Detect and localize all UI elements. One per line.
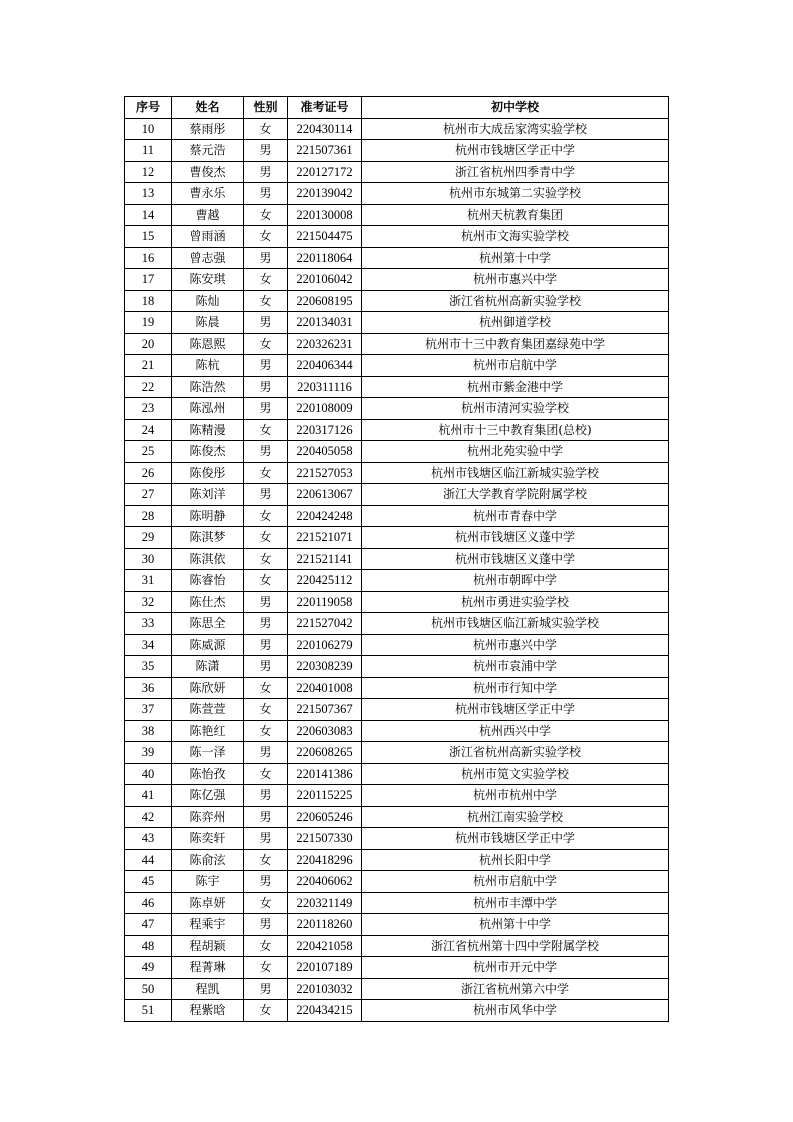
cell-gender: 女 — [244, 269, 288, 291]
cell-school: 杭州北苑实验中学 — [362, 441, 669, 463]
cell-exam-id: 220317126 — [288, 419, 362, 441]
cell-name: 程凯 — [172, 978, 244, 1000]
table-row — [125, 398, 669, 420]
cell-exam-id: 220405058 — [288, 441, 362, 463]
cell-exam-id: 220326231 — [288, 333, 362, 355]
cell-gender: 男 — [244, 656, 288, 678]
table-row — [125, 828, 669, 850]
cell-index: 16 — [125, 247, 172, 269]
cell-gender: 男 — [244, 806, 288, 828]
cell-name: 陈欣妍 — [172, 677, 244, 699]
cell-school: 杭州市十三中教育集团嘉绿苑中学 — [362, 333, 669, 355]
cell-gender: 男 — [244, 785, 288, 807]
cell-exam-id: 220130008 — [288, 204, 362, 226]
table-row — [125, 742, 669, 764]
table-row — [125, 720, 669, 742]
cell-exam-id: 221504475 — [288, 226, 362, 248]
cell-name: 曾雨涵 — [172, 226, 244, 248]
cell-index: 42 — [125, 806, 172, 828]
cell-name: 陈浩然 — [172, 376, 244, 398]
cell-gender: 女 — [244, 462, 288, 484]
cell-gender: 男 — [244, 140, 288, 162]
cell-school: 杭州市启航中学 — [362, 871, 669, 893]
cell-index: 50 — [125, 978, 172, 1000]
cell-name: 陈俊杰 — [172, 441, 244, 463]
cell-gender: 女 — [244, 548, 288, 570]
cell-gender: 女 — [244, 763, 288, 785]
cell-exam-id: 220107189 — [288, 957, 362, 979]
cell-exam-id: 221507361 — [288, 140, 362, 162]
cell-gender: 男 — [244, 312, 288, 334]
cell-index: 41 — [125, 785, 172, 807]
header-row — [125, 97, 669, 119]
cell-school: 杭州市东城第二实验学校 — [362, 183, 669, 205]
cell-index: 26 — [125, 462, 172, 484]
cell-gender: 女 — [244, 699, 288, 721]
cell-gender: 女 — [244, 527, 288, 549]
cell-exam-id: 220118064 — [288, 247, 362, 269]
cell-exam-id: 221527042 — [288, 613, 362, 635]
table-row — [125, 699, 669, 721]
cell-index: 23 — [125, 398, 172, 420]
cell-gender: 女 — [244, 505, 288, 527]
table-row — [125, 527, 669, 549]
header-exam-id: 准考证号 — [288, 97, 362, 119]
cell-index: 21 — [125, 355, 172, 377]
cell-school: 杭州第十中学 — [362, 247, 669, 269]
cell-school: 杭州市勇进实验学校 — [362, 591, 669, 613]
cell-index: 13 — [125, 183, 172, 205]
cell-school: 杭州市朝晖中学 — [362, 570, 669, 592]
cell-school: 杭州市大成岳家湾实验学校 — [362, 118, 669, 140]
cell-exam-id: 220106042 — [288, 269, 362, 291]
cell-school: 浙江省杭州四季青中学 — [362, 161, 669, 183]
cell-index: 51 — [125, 1000, 172, 1022]
header-gender: 性别 — [244, 97, 288, 119]
cell-name: 陈奕轩 — [172, 828, 244, 850]
table-row — [125, 871, 669, 893]
cell-school: 浙江省杭州第六中学 — [362, 978, 669, 1000]
cell-school: 杭州市惠兴中学 — [362, 634, 669, 656]
table-row — [125, 204, 669, 226]
table-row — [125, 914, 669, 936]
cell-school: 杭州市十三中教育集团(总校) — [362, 419, 669, 441]
table-row — [125, 161, 669, 183]
table-row — [125, 441, 669, 463]
cell-name: 陈明静 — [172, 505, 244, 527]
cell-index: 20 — [125, 333, 172, 355]
cell-school: 杭州市丰潭中学 — [362, 892, 669, 914]
cell-exam-id: 220406344 — [288, 355, 362, 377]
table-row — [125, 613, 669, 635]
cell-name: 陈杭 — [172, 355, 244, 377]
cell-index: 35 — [125, 656, 172, 678]
cell-index: 44 — [125, 849, 172, 871]
cell-school: 杭州市钱塘区临江新城实验学校 — [362, 462, 669, 484]
cell-school: 浙江省杭州高新实验学校 — [362, 742, 669, 764]
cell-exam-id: 220434215 — [288, 1000, 362, 1022]
table-row — [125, 505, 669, 527]
header-index: 序号 — [125, 97, 172, 119]
cell-school: 杭州御道学校 — [362, 312, 669, 334]
cell-name: 陈萱萱 — [172, 699, 244, 721]
cell-school: 杭州市钱塘区义蓬中学 — [362, 548, 669, 570]
cell-name: 陈恩熙 — [172, 333, 244, 355]
cell-index: 34 — [125, 634, 172, 656]
table-row — [125, 140, 669, 162]
cell-name: 陈安琪 — [172, 269, 244, 291]
cell-school: 浙江省杭州高新实验学校 — [362, 290, 669, 312]
cell-name: 陈卓妍 — [172, 892, 244, 914]
cell-index: 11 — [125, 140, 172, 162]
cell-name: 陈怡孜 — [172, 763, 244, 785]
cell-index: 25 — [125, 441, 172, 463]
cell-name: 陈思全 — [172, 613, 244, 635]
cell-index: 15 — [125, 226, 172, 248]
cell-gender: 女 — [244, 849, 288, 871]
table-row — [125, 763, 669, 785]
cell-exam-id: 220401008 — [288, 677, 362, 699]
cell-school: 杭州市笕文实验学校 — [362, 763, 669, 785]
cell-exam-id: 221521141 — [288, 548, 362, 570]
cell-name: 陈艳红 — [172, 720, 244, 742]
cell-index: 36 — [125, 677, 172, 699]
cell-name: 陈仕杰 — [172, 591, 244, 613]
table-row — [125, 333, 669, 355]
cell-name: 陈亿强 — [172, 785, 244, 807]
cell-exam-id: 220608195 — [288, 290, 362, 312]
cell-exam-id: 220118260 — [288, 914, 362, 936]
cell-school: 杭州市惠兴中学 — [362, 269, 669, 291]
table-row — [125, 290, 669, 312]
cell-index: 14 — [125, 204, 172, 226]
table-row — [125, 1000, 669, 1022]
table-row — [125, 849, 669, 871]
cell-gender: 男 — [244, 183, 288, 205]
cell-name: 蔡元浩 — [172, 140, 244, 162]
header-name: 姓名 — [172, 97, 244, 119]
cell-exam-id: 220134031 — [288, 312, 362, 334]
table-row — [125, 312, 669, 334]
cell-name: 程紫晗 — [172, 1000, 244, 1022]
cell-index: 45 — [125, 871, 172, 893]
cell-exam-id: 220406062 — [288, 871, 362, 893]
cell-gender: 男 — [244, 978, 288, 1000]
cell-gender: 男 — [244, 355, 288, 377]
cell-school: 杭州第十中学 — [362, 914, 669, 936]
cell-name: 曹永乐 — [172, 183, 244, 205]
cell-gender: 男 — [244, 484, 288, 506]
cell-gender: 女 — [244, 892, 288, 914]
table-row — [125, 548, 669, 570]
cell-name: 陈一泽 — [172, 742, 244, 764]
cell-gender: 女 — [244, 204, 288, 226]
cell-exam-id: 220139042 — [288, 183, 362, 205]
cell-index: 43 — [125, 828, 172, 850]
table-row — [125, 677, 669, 699]
table-row — [125, 484, 669, 506]
table-row — [125, 656, 669, 678]
cell-index: 40 — [125, 763, 172, 785]
cell-school: 杭州市钱塘区学正中学 — [362, 828, 669, 850]
cell-gender: 女 — [244, 720, 288, 742]
cell-gender: 女 — [244, 957, 288, 979]
cell-index: 24 — [125, 419, 172, 441]
cell-gender: 女 — [244, 677, 288, 699]
table-row — [125, 355, 669, 377]
table-row — [125, 570, 669, 592]
cell-school: 杭州长阳中学 — [362, 849, 669, 871]
cell-exam-id: 220119058 — [288, 591, 362, 613]
cell-gender: 男 — [244, 634, 288, 656]
cell-gender: 男 — [244, 871, 288, 893]
cell-name: 程乘宇 — [172, 914, 244, 936]
table-row — [125, 462, 669, 484]
cell-gender: 男 — [244, 247, 288, 269]
cell-exam-id: 221507367 — [288, 699, 362, 721]
cell-exam-id: 220308239 — [288, 656, 362, 678]
cell-index: 46 — [125, 892, 172, 914]
cell-index: 17 — [125, 269, 172, 291]
cell-gender: 男 — [244, 161, 288, 183]
cell-gender: 男 — [244, 441, 288, 463]
cell-exam-id: 220418296 — [288, 849, 362, 871]
student-table — [124, 96, 669, 1022]
cell-school: 杭州市钱塘区临江新城实验学校 — [362, 613, 669, 635]
table-row — [125, 226, 669, 248]
cell-school: 杭州市开元中学 — [362, 957, 669, 979]
table-row — [125, 935, 669, 957]
cell-exam-id: 220421058 — [288, 935, 362, 957]
cell-index: 12 — [125, 161, 172, 183]
cell-index: 49 — [125, 957, 172, 979]
cell-name: 陈潇 — [172, 656, 244, 678]
cell-exam-id: 220605246 — [288, 806, 362, 828]
cell-gender: 男 — [244, 398, 288, 420]
table-row — [125, 269, 669, 291]
cell-exam-id: 220603083 — [288, 720, 362, 742]
table-body — [125, 118, 669, 1021]
cell-index: 19 — [125, 312, 172, 334]
cell-exam-id: 220106279 — [288, 634, 362, 656]
cell-exam-id: 221521071 — [288, 527, 362, 549]
cell-school: 杭州市钱塘区学正中学 — [362, 699, 669, 721]
cell-name: 程菁琳 — [172, 957, 244, 979]
cell-school: 杭州市钱塘区义蓬中学 — [362, 527, 669, 549]
table-row — [125, 785, 669, 807]
cell-gender: 女 — [244, 935, 288, 957]
cell-school: 杭州市清河实验学校 — [362, 398, 669, 420]
cell-school: 杭州市启航中学 — [362, 355, 669, 377]
cell-index: 38 — [125, 720, 172, 742]
cell-name: 陈灿 — [172, 290, 244, 312]
cell-gender: 男 — [244, 591, 288, 613]
cell-name: 陈睿怡 — [172, 570, 244, 592]
cell-index: 33 — [125, 613, 172, 635]
table-row — [125, 634, 669, 656]
table-row — [125, 247, 669, 269]
cell-school: 杭州市青春中学 — [362, 505, 669, 527]
cell-gender: 女 — [244, 226, 288, 248]
table-row — [125, 591, 669, 613]
cell-school: 杭州市紫金港中学 — [362, 376, 669, 398]
cell-index: 27 — [125, 484, 172, 506]
table-row — [125, 183, 669, 205]
cell-name: 程胡颖 — [172, 935, 244, 957]
document-page — [124, 96, 668, 1022]
header-school: 初中学校 — [362, 97, 669, 119]
cell-school: 杭州江南实验学校 — [362, 806, 669, 828]
cell-school: 杭州市文海实验学校 — [362, 226, 669, 248]
cell-gender: 女 — [244, 570, 288, 592]
cell-name: 陈俞泫 — [172, 849, 244, 871]
cell-exam-id: 220141386 — [288, 763, 362, 785]
table-row — [125, 806, 669, 828]
cell-name: 陈淇梦 — [172, 527, 244, 549]
cell-name: 陈宇 — [172, 871, 244, 893]
cell-exam-id: 220321149 — [288, 892, 362, 914]
cell-name: 蔡雨彤 — [172, 118, 244, 140]
cell-gender: 女 — [244, 333, 288, 355]
cell-school: 浙江大学教育学院附属学校 — [362, 484, 669, 506]
cell-name: 曾志强 — [172, 247, 244, 269]
cell-gender: 女 — [244, 419, 288, 441]
cell-gender: 男 — [244, 828, 288, 850]
cell-gender: 女 — [244, 118, 288, 140]
cell-gender: 女 — [244, 290, 288, 312]
cell-gender: 男 — [244, 613, 288, 635]
table-row — [125, 419, 669, 441]
cell-name: 曹俊杰 — [172, 161, 244, 183]
cell-index: 18 — [125, 290, 172, 312]
cell-name: 陈晨 — [172, 312, 244, 334]
cell-school: 杭州西兴中学 — [362, 720, 669, 742]
cell-index: 32 — [125, 591, 172, 613]
cell-name: 陈刘洋 — [172, 484, 244, 506]
cell-index: 31 — [125, 570, 172, 592]
cell-exam-id: 220103032 — [288, 978, 362, 1000]
cell-school: 杭州天杭教育集团 — [362, 204, 669, 226]
cell-exam-id: 220608265 — [288, 742, 362, 764]
cell-name: 陈弈州 — [172, 806, 244, 828]
cell-index: 28 — [125, 505, 172, 527]
cell-school: 杭州市杭州中学 — [362, 785, 669, 807]
cell-name: 陈俊彤 — [172, 462, 244, 484]
cell-index: 30 — [125, 548, 172, 570]
cell-school: 杭州市风华中学 — [362, 1000, 669, 1022]
cell-index: 29 — [125, 527, 172, 549]
cell-exam-id: 221507330 — [288, 828, 362, 850]
cell-name: 陈淇依 — [172, 548, 244, 570]
cell-exam-id: 220311116 — [288, 376, 362, 398]
cell-school: 杭州市袁浦中学 — [362, 656, 669, 678]
table-row — [125, 957, 669, 979]
cell-school: 杭州市行知中学 — [362, 677, 669, 699]
table-row — [125, 118, 669, 140]
table-row — [125, 376, 669, 398]
cell-exam-id: 221527053 — [288, 462, 362, 484]
cell-index: 10 — [125, 118, 172, 140]
cell-name: 陈泓州 — [172, 398, 244, 420]
cell-index: 39 — [125, 742, 172, 764]
cell-exam-id: 220424248 — [288, 505, 362, 527]
table-row — [125, 978, 669, 1000]
cell-name: 陈精漫 — [172, 419, 244, 441]
cell-exam-id: 220613067 — [288, 484, 362, 506]
cell-gender: 男 — [244, 376, 288, 398]
cell-index: 47 — [125, 914, 172, 936]
cell-index: 22 — [125, 376, 172, 398]
table-row — [125, 892, 669, 914]
cell-gender: 男 — [244, 914, 288, 936]
cell-school: 浙江省杭州第十四中学附属学校 — [362, 935, 669, 957]
cell-exam-id: 220430114 — [288, 118, 362, 140]
cell-school: 杭州市钱塘区学正中学 — [362, 140, 669, 162]
cell-name: 陈威源 — [172, 634, 244, 656]
cell-name: 曹越 — [172, 204, 244, 226]
cell-gender: 男 — [244, 742, 288, 764]
cell-index: 37 — [125, 699, 172, 721]
cell-exam-id: 220115225 — [288, 785, 362, 807]
cell-exam-id: 220108009 — [288, 398, 362, 420]
cell-gender: 女 — [244, 1000, 288, 1022]
cell-exam-id: 220127172 — [288, 161, 362, 183]
cell-exam-id: 220425112 — [288, 570, 362, 592]
cell-index: 48 — [125, 935, 172, 957]
